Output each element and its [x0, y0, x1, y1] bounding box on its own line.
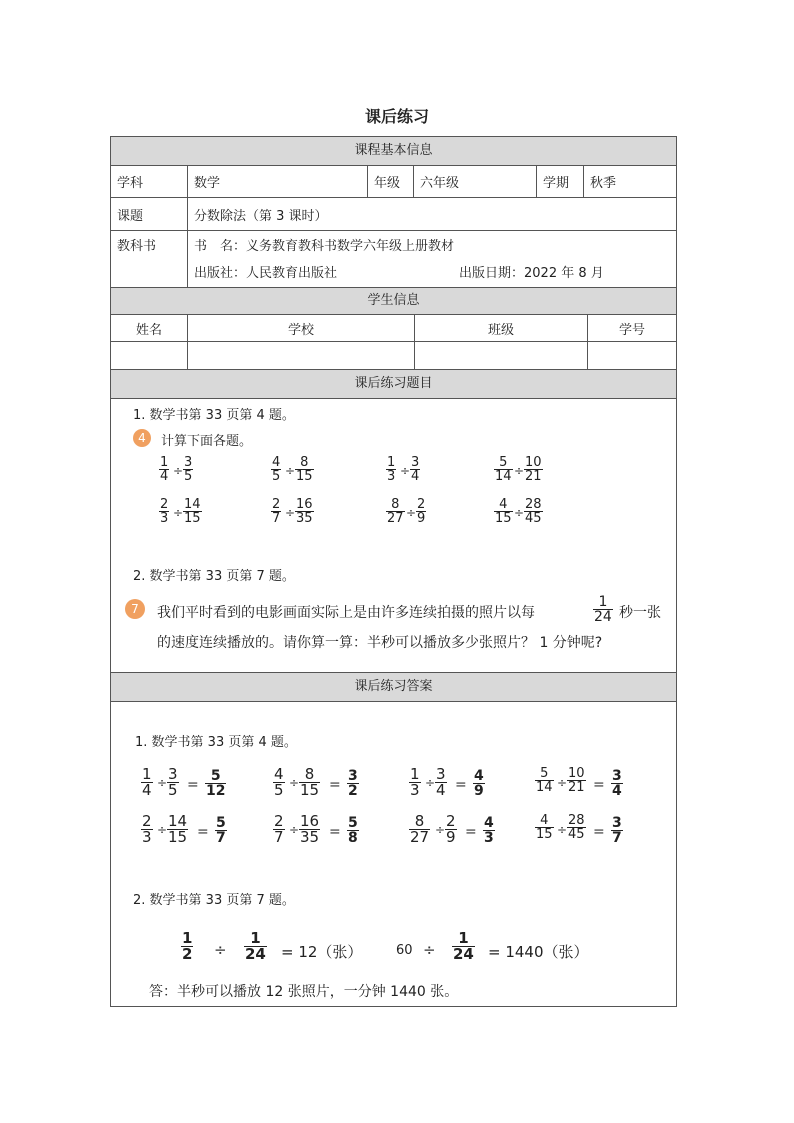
answer-result-numerator: 5 — [348, 816, 358, 831]
answer-b-denominator: 35 — [300, 828, 320, 846]
answer-result-numerator: 3 — [348, 769, 358, 784]
problem-a-numerator: 1 — [160, 455, 169, 470]
answer-frac-b — [167, 814, 188, 845]
publisher: 出版社：人民教育出版社 — [194, 266, 338, 281]
answer-equals: = — [455, 777, 467, 793]
problem-b-numerator: 3 — [411, 455, 420, 470]
answer-a-numerator: 5 — [540, 766, 549, 781]
problem-frac-a — [494, 498, 513, 525]
problem-b-numerator: 2 — [417, 497, 426, 512]
exercises-header-label: 课后练习题目 — [354, 376, 433, 391]
q2-frac-numerator: 1 — [598, 594, 608, 610]
student-id-label: 学号 — [587, 315, 676, 341]
answer-frac-a — [535, 767, 554, 794]
calc1-frac-a — [181, 931, 193, 962]
answer-b-denominator: 45 — [568, 827, 585, 842]
answer-result-numerator: 3 — [612, 816, 622, 831]
problem-frac-b — [183, 456, 193, 483]
answer-div-sign: ÷ — [557, 823, 568, 837]
answer-frac-a — [409, 814, 430, 845]
answer-result — [347, 816, 359, 846]
answer-b-numerator: 3 — [168, 765, 178, 783]
answer-a-numerator: 1 — [410, 765, 420, 783]
calc1-div-sign: ÷ — [214, 941, 227, 959]
answer-equals: = — [187, 777, 199, 793]
answer-a-numerator: 4 — [274, 765, 284, 783]
student-labels-row — [111, 315, 676, 342]
course-info-header-label: 课程基本信息 — [354, 143, 433, 158]
exercises-body — [111, 399, 676, 673]
grade-label: 年级 — [367, 166, 413, 197]
answer-result-denominator: 12 — [206, 783, 226, 799]
exercises-header — [111, 370, 676, 399]
answer-result-numerator: 3 — [612, 769, 622, 784]
school-label: 学校 — [187, 315, 414, 341]
worksheet-table — [110, 136, 677, 1007]
answer-result — [473, 769, 485, 799]
answer-b-denominator: 15 — [168, 828, 188, 846]
calc1-frac-b — [244, 931, 267, 962]
problem-div-sign: ÷ — [173, 464, 184, 478]
answer-result-denominator: 4 — [612, 783, 622, 799]
answer-div-sign: ÷ — [557, 776, 568, 790]
subject-label: 学科 — [117, 176, 144, 191]
answer-a-denominator: 14 — [536, 780, 553, 795]
problem-div-sign: ÷ — [285, 464, 296, 478]
problem-b-numerator: 28 — [525, 497, 542, 512]
answer-frac-a — [141, 814, 153, 845]
book-name: 书 名：义务教育教科书数学六年级上册教材 — [194, 239, 455, 254]
problem-div-sign: ÷ — [285, 506, 296, 520]
school-field[interactable] — [187, 342, 414, 369]
student-id-field[interactable] — [587, 342, 676, 369]
answer-b-denominator: 4 — [436, 781, 446, 799]
answer-div-sign: ÷ — [157, 823, 168, 837]
answer-b-denominator: 9 — [446, 828, 456, 846]
term-label: 学期 — [536, 166, 583, 197]
answer-result-denominator: 8 — [348, 830, 358, 846]
problem-a-numerator: 2 — [272, 497, 281, 512]
textbook-label: 教科书 — [117, 239, 157, 254]
problem-div-sign: ÷ — [514, 506, 525, 520]
answer-b-numerator: 10 — [568, 766, 585, 781]
final-answer: 答：半秒可以播放 12 张照片，一分钟 1440 张。 — [149, 984, 459, 1000]
answer-a-numerator: 8 — [414, 812, 425, 830]
answer-a-denominator: 27 — [410, 828, 430, 846]
problem-b-denominator: 35 — [296, 511, 313, 526]
answer-frac-a — [141, 767, 153, 798]
answer-a-numerator: 1 — [142, 765, 152, 783]
answer-b-denominator: 21 — [568, 780, 585, 795]
answer-equals: = — [593, 777, 605, 793]
answer-frac-b — [567, 814, 586, 841]
answer-q2: 2. 数学书第 33 页第 7 题。 — [133, 893, 295, 908]
answer-a-denominator: 7 — [274, 828, 284, 846]
answer-result-denominator: 7 — [216, 830, 226, 846]
problem-frac-a — [386, 498, 405, 525]
answer-a-numerator: 4 — [540, 813, 549, 828]
problem-a-numerator: 5 — [499, 455, 508, 470]
problem-a-denominator: 3 — [387, 469, 396, 484]
topic-label: 课题 — [117, 208, 144, 224]
exercise-q2: 2. 数学书第 33 页第 7 题。 — [133, 569, 295, 584]
problem-b-denominator: 15 — [296, 469, 313, 484]
student-info-header-label: 学生信息 — [367, 293, 420, 308]
answer-b-numerator: 28 — [568, 813, 585, 828]
answer-equals: = — [197, 824, 209, 840]
problem-div-sign: ÷ — [400, 464, 411, 478]
answer-b-numerator: 3 — [436, 765, 446, 783]
problem-a-denominator: 15 — [495, 511, 512, 526]
problem-a-denominator: 27 — [387, 511, 404, 526]
answer-frac-a — [409, 767, 421, 798]
answer-result-denominator: 9 — [474, 783, 484, 799]
problem-b-numerator: 14 — [184, 497, 201, 512]
answer-frac-b — [299, 814, 320, 845]
answer-equals: = — [329, 777, 341, 793]
q1-instruction: 计算下面各题。 — [161, 434, 253, 449]
problem-a-numerator: 4 — [499, 497, 508, 512]
topic-value: 分数除法（第 3 课时） — [187, 198, 676, 230]
textbook-info — [187, 231, 676, 287]
calc1-a-numerator: 1 — [182, 929, 193, 947]
textbook-row — [111, 231, 676, 288]
problem-a-denominator: 5 — [272, 469, 281, 484]
page-title: 课后练习 — [364, 107, 429, 126]
answer-result-denominator: 7 — [612, 830, 622, 846]
problem-a-denominator: 14 — [495, 469, 512, 484]
grade-value: 六年级 — [413, 166, 536, 197]
problem-a-numerator: 8 — [391, 497, 400, 512]
problem-frac-a — [159, 498, 169, 525]
answer-b-numerator: 16 — [300, 812, 320, 830]
problem-b-numerator: 10 — [525, 455, 542, 470]
class-field[interactable] — [414, 342, 587, 369]
answer-frac-a — [535, 814, 554, 841]
problem-frac-b — [524, 456, 543, 483]
answer-frac-a — [273, 767, 285, 798]
problem-a-numerator: 1 — [387, 455, 396, 470]
answers-body — [111, 702, 676, 1006]
problem-a-denominator: 7 — [272, 511, 281, 526]
problem-b-denominator: 45 — [525, 511, 542, 526]
answer-div-sign: ÷ — [435, 823, 446, 837]
calc2-b-denominator: 24 — [453, 945, 474, 963]
q2-frac-denominator: 24 — [594, 609, 612, 625]
student-inputs-row — [111, 342, 676, 370]
answer-b-denominator: 5 — [168, 781, 178, 799]
answer-b-numerator: 2 — [446, 812, 456, 830]
problem-b-denominator: 4 — [411, 469, 420, 484]
q2-fraction — [593, 595, 613, 624]
calc2-result: = 1440（张） — [488, 943, 589, 961]
problem-b-denominator: 9 — [417, 511, 426, 526]
answer-result-denominator: 2 — [348, 783, 358, 799]
answer-result — [483, 816, 495, 846]
problem-a-numerator: 2 — [160, 497, 169, 512]
calc1-result: = 12（张） — [281, 943, 363, 961]
exercise-q1: 1. 数学书第 33 页第 4 题。 — [133, 408, 295, 423]
subject-row — [111, 166, 676, 198]
problem-b-numerator: 16 — [296, 497, 313, 512]
answer-frac-b — [299, 767, 320, 798]
calc1-a-denominator: 2 — [182, 945, 193, 963]
answer-a-numerator: 2 — [142, 812, 152, 830]
subject-value: 数学 — [187, 166, 367, 197]
answer-result-numerator: 5 — [210, 769, 221, 784]
answer-a-denominator: 5 — [274, 781, 284, 799]
answer-equals: = — [593, 824, 605, 840]
answer-div-sign: ÷ — [157, 776, 168, 790]
answer-result-numerator: 4 — [474, 769, 484, 784]
name-label: 姓名 — [135, 322, 162, 338]
answer-result — [215, 816, 227, 846]
problem-frac-b — [416, 498, 426, 525]
name-field[interactable] — [111, 342, 187, 369]
calc2-frac-b — [452, 931, 475, 962]
q2-text-line1: 我们平时看到的电影画面实际上是由许多连续拍摄的照片以每 — [157, 605, 535, 621]
answer-a-denominator: 4 — [142, 781, 152, 799]
problem-frac-b — [295, 498, 314, 525]
answer-frac-b — [567, 767, 586, 794]
problem-frac-a — [271, 498, 281, 525]
problem-frac-a — [386, 456, 396, 483]
calc2-dividend: 60 — [396, 943, 413, 958]
problem-frac-b — [410, 456, 420, 483]
q2-text-line2: 的速度连续播放的。请你算一算：半秒可以播放多少张照片？ 1 分钟呢? — [157, 635, 603, 651]
problem-b-denominator: 5 — [184, 469, 193, 484]
answers-header — [111, 673, 676, 702]
problem-div-sign: ÷ — [406, 506, 417, 520]
problem-b-numerator: 3 — [184, 455, 193, 470]
calc2-b-numerator: 1 — [458, 929, 469, 947]
calc2-div-sign: ÷ — [423, 941, 436, 959]
topic-row — [111, 198, 676, 231]
q2-text-line1-end: 秒一张 — [619, 605, 661, 621]
answer-result — [611, 769, 623, 799]
answer-result — [347, 769, 359, 799]
answer-frac-b — [445, 814, 457, 845]
answer-b-numerator: 8 — [304, 765, 315, 783]
answer-frac-b — [435, 767, 447, 798]
problem-a-numerator: 4 — [272, 455, 281, 470]
answer-a-denominator: 15 — [536, 827, 553, 842]
answer-result-numerator: 5 — [216, 816, 226, 831]
problem-frac-a — [159, 456, 169, 483]
answers-header-label: 课后练习答案 — [354, 679, 433, 694]
answer-equals: = — [329, 824, 341, 840]
problem-a-denominator: 4 — [160, 469, 169, 484]
answer-frac-a — [273, 814, 285, 845]
calc1-b-denominator: 24 — [245, 945, 266, 963]
q2-badge: 7 — [125, 599, 145, 619]
answer-result-numerator: 4 — [484, 816, 494, 831]
problem-frac-a — [271, 456, 281, 483]
answer-div-sign: ÷ — [289, 776, 300, 790]
calc1-b-numerator: 1 — [250, 929, 261, 947]
problem-div-sign: ÷ — [514, 464, 525, 478]
student-info-header — [111, 288, 676, 315]
answer-result — [611, 816, 623, 846]
answer-div-sign: ÷ — [289, 823, 300, 837]
answer-a-numerator: 2 — [274, 812, 284, 830]
answer-equals: = — [465, 824, 477, 840]
answer-a-denominator: 3 — [410, 781, 420, 799]
answer-frac-b — [167, 767, 179, 798]
problem-frac-b — [295, 456, 314, 483]
problem-div-sign: ÷ — [173, 506, 184, 520]
problem-b-denominator: 15 — [184, 511, 201, 526]
problem-a-denominator: 3 — [160, 511, 169, 526]
class-label: 班级 — [414, 315, 587, 341]
problem-b-numerator: 8 — [300, 455, 309, 470]
answer-a-denominator: 3 — [142, 828, 152, 846]
problem-b-denominator: 21 — [525, 469, 542, 484]
problem-frac-a — [494, 456, 513, 483]
answer-div-sign: ÷ — [425, 776, 436, 790]
problem-frac-b — [183, 498, 202, 525]
problem-frac-b — [524, 498, 543, 525]
publish-date: 出版日期：2022 年 8 月 — [459, 266, 604, 281]
q1-badge: 4 — [133, 429, 151, 447]
answer-result-denominator: 3 — [484, 830, 494, 846]
answer-result — [205, 769, 226, 799]
course-info-header — [111, 137, 676, 166]
answer-q1: 1. 数学书第 33 页第 4 题。 — [135, 735, 297, 750]
term-value: 秋季 — [583, 166, 676, 197]
answer-b-numerator: 14 — [168, 812, 188, 830]
answer-b-denominator: 15 — [300, 781, 320, 799]
